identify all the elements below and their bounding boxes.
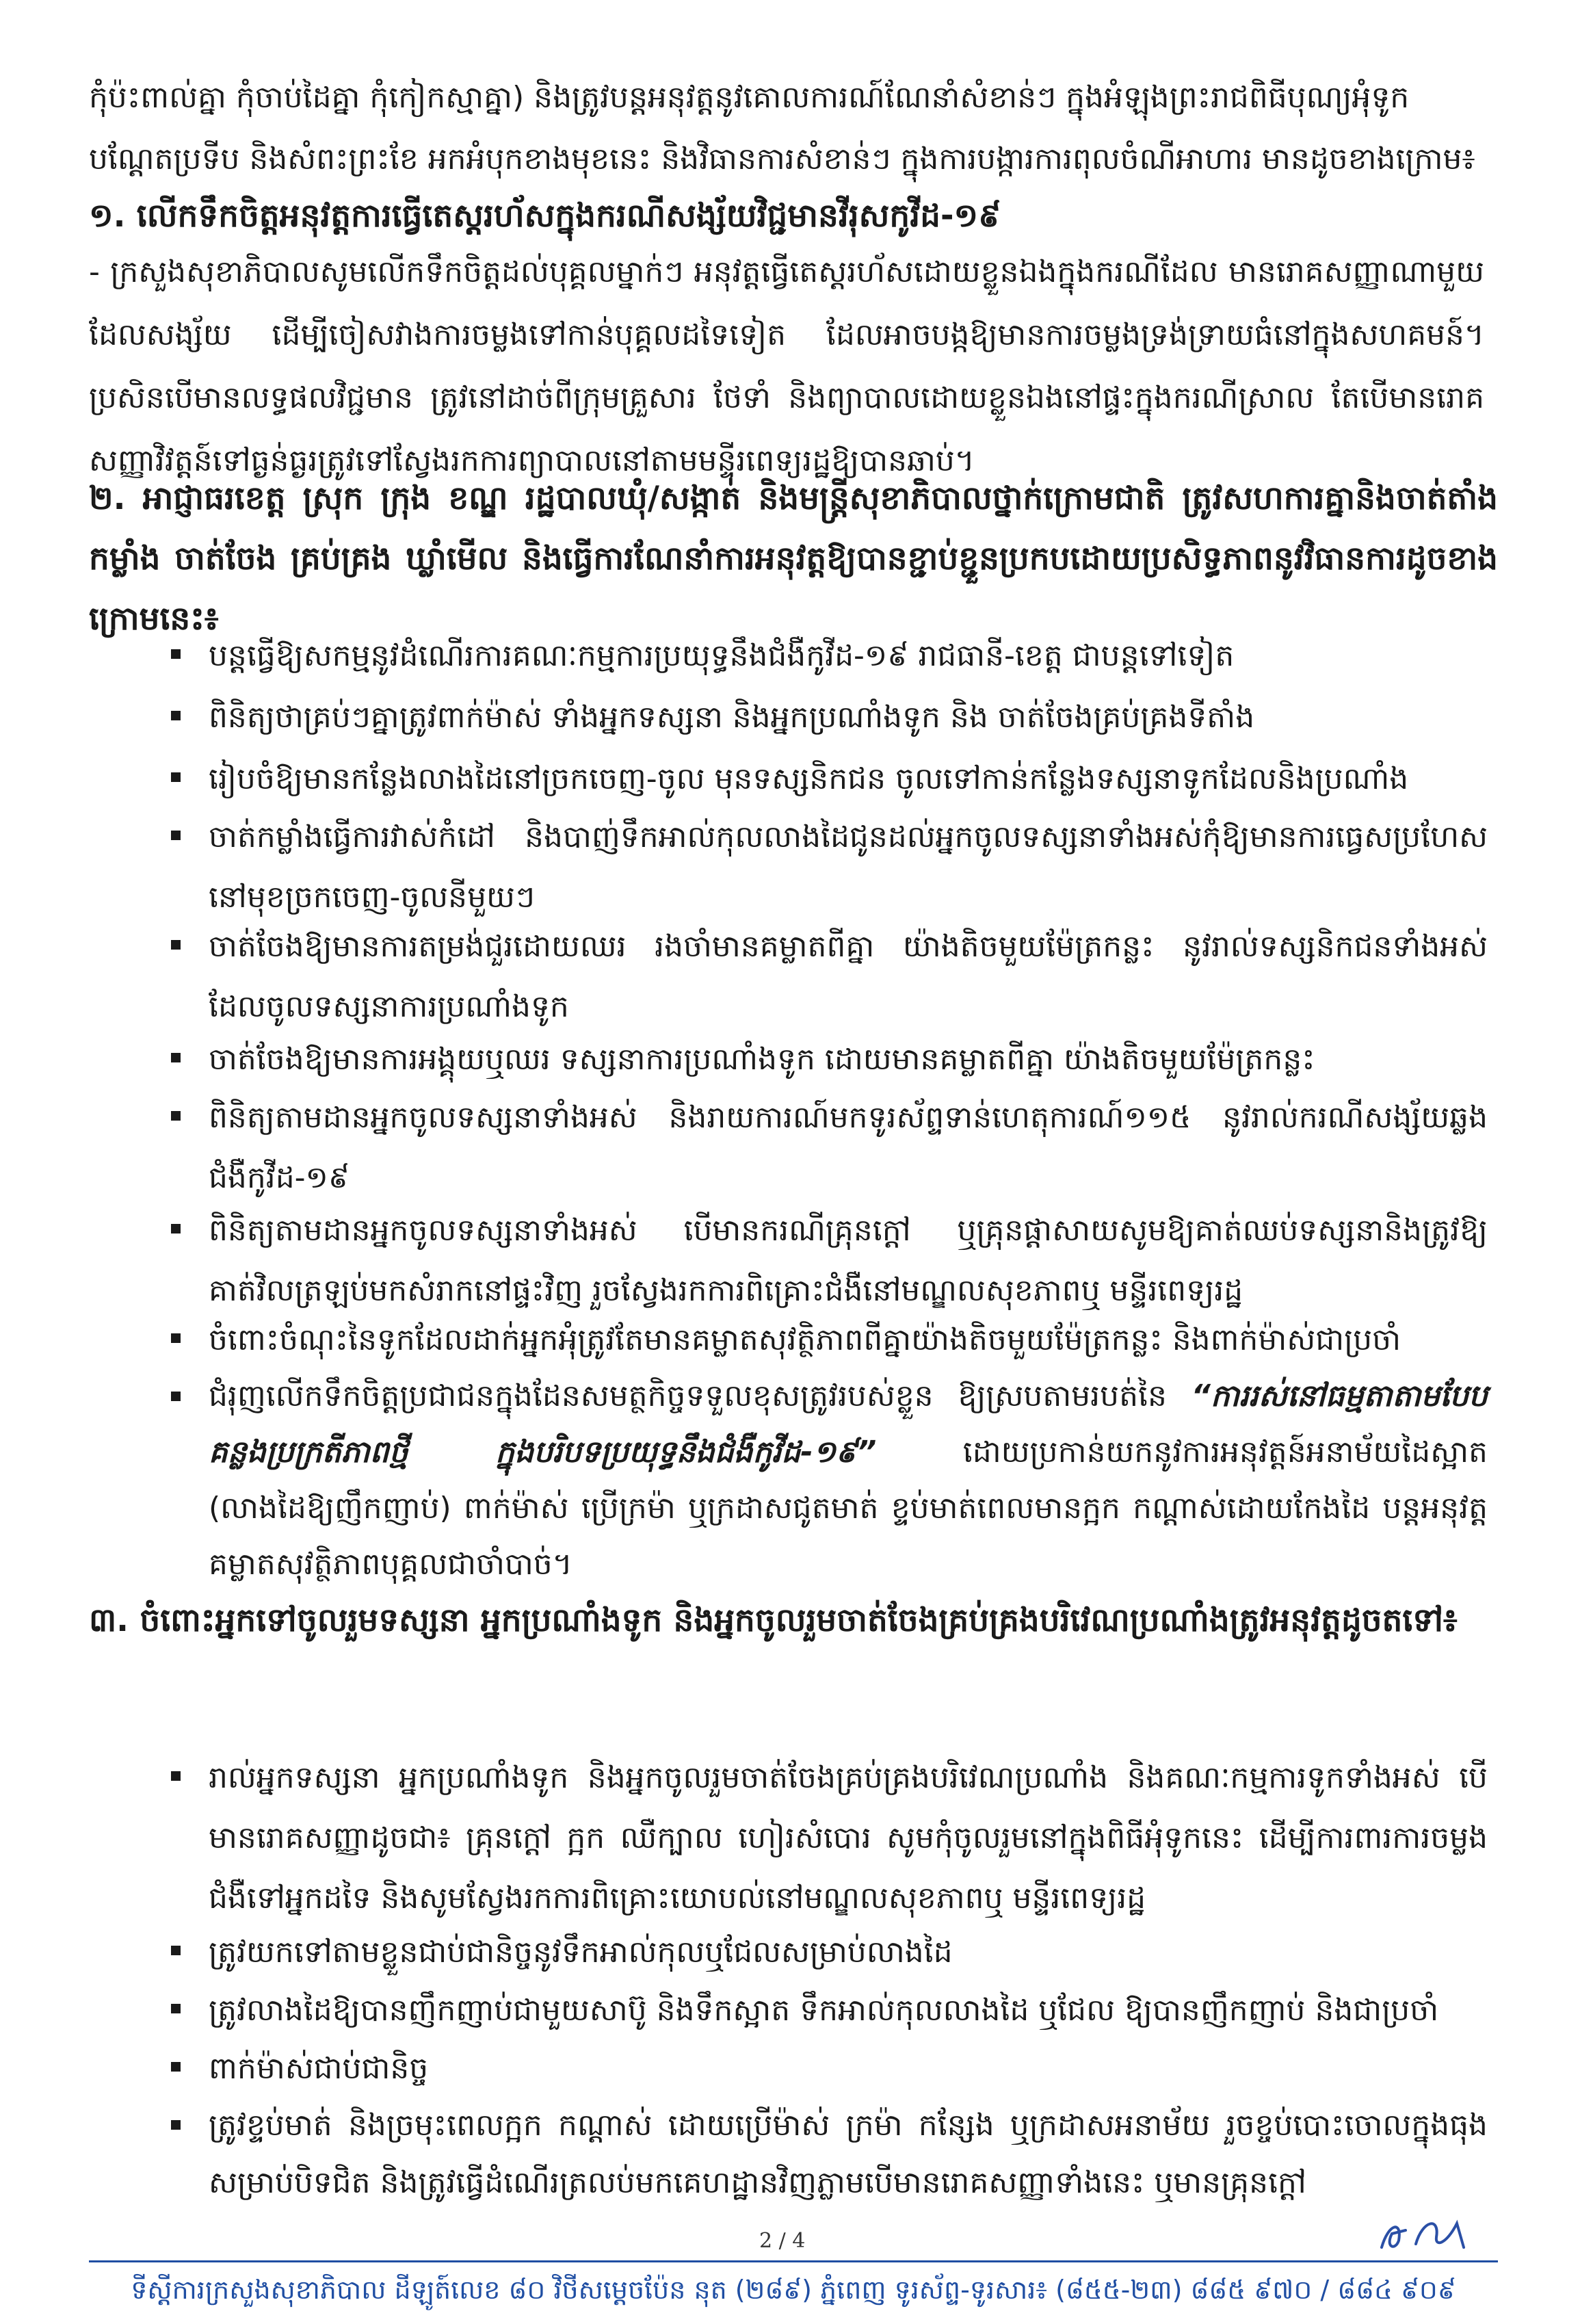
section-1-body: - ក្រសួងសុខាភិបាលសូមលើកទឹកចិត្តដល់បុគ្គលម្នាក់ៗ អនុវត្តធ្វើតេស្តរហ័សដោយខ្លួនឯងក្នុងករណីដែល មានរោគសញ្ញាណាមួយដែលសង្ស័យ ដើម្បីចៀសវាងការចម្លងទៅកាន់បុគ្គលដទៃទៀត ដែលអាចបង្កឱ្យមានការចម្លងទ្រង់ទ្រាយធំនៅក្នុងសហគមន៍។ ប្រសិនបើមានលទ្ធផលវិជ្ជមាន ត្រូវនៅដាច់ពីក្រុមគ្រួសារ ថែទាំ និងព្យាបាលដោយខ្លួនឯងនៅផ្ទះក្នុងករណីស្រាល តែបើមានរោគសញ្ញាវិវត្តន៍ទៅធ្ងន់ធ្ងរត្រូវទៅស្វែងរកការព្យាបាលនៅតាមមន្ទីរពេទ្យរដ្ឋឱ្យបានឆាប់។ [89,254,1484,478]
bullet-text: ពិនិត្យតាមដានអ្នកចូលទស្សនាទាំងអស់ និងរាយការណ៍មកទូរស័ព្ទទាន់ហេតុការណ៍១១៥ នូវរាល់ករណីសង្ស័យឆ្លងជំងឺកូវីដ-១៩ [209,1100,1488,1195]
section-2-bullet [209,626,1488,686]
bullet-dot [171,2120,181,2130]
section-3-bullet [209,1748,1488,1929]
section-1-heading: ១. លើកទឹកចិត្តអនុវត្តការធ្វើតេស្តរហ័សក្នុងករណីសង្ស័យវិជ្ជមានវីរុសកូវីដ-១៩ [89,197,1001,235]
emphasis-quote: “ការរស់នៅធម្មតាតាមបែបគន្លងប្រក្រតីភាពថ្មី ក្នុងបរិបទប្រយុទ្ធនឹងជំងឺកូវីដ-១៩” [209,1379,1488,1470]
bullet-text: ចាត់ចែងឱ្យមានការតម្រង់ជួរដោយឈរ រងចាំមានគម្លាតពីគ្នា យ៉ាងតិចមួយម៉ែត្រកន្លះ នូវរាល់ទស្សនិកជនទាំងអស់ដែលចូលទស្សនាការប្រណាំងទូក [209,929,1488,1024]
section-3-bullet [209,2097,1488,2212]
section-2-bullet [209,807,1488,928]
footer-address: ទីស្តីការក្រសួងសុខាភិបាល ដីឡូត៍លេខ ៨០ វិថីសម្តេចប៉ែន នុត (២៨៩) ភ្នំពេញ ទូរស័ព្ទ-ទូរសារ៖ (៨៥៥-២៣) ៨៨៥ ៩៧០ / ៨៨៤ ៩០៩ [131,2275,1456,2305]
handwritten-initials [1375,2210,1477,2258]
bullet-text: ចំពោះចំណុះនៃទូកដែលដាក់អ្នកអុំត្រូវតែមានគម្លាតសុវត្ថិភាពពីគ្នាយ៉ាងតិចមួយម៉ែត្រកន្លះ និងពាក់ម៉ាស់ជាប្រចាំ [209,1322,1401,1357]
bullet-dot [171,1946,181,1955]
section-2-bullet-emphasis [209,1368,1488,1593]
bullet-text: ពិនិត្យតាមដានអ្នកចូលទស្សនាទាំងអស់ បើមានករណីគ្រុនក្តៅ ឬគ្រុនផ្តាសាយសូមឱ្យគាត់ឈប់ទស្សនានិងត្រូវឱ្យគាត់វិលត្រឡប់មកសំរាកនៅផ្ទះវិញ រួចស្វែងរកការពិគ្រោះជំងឺនៅមណ្ឌលសុខភាពឬ មន្ទីរពេទ្យរដ្ឋ [209,1213,1488,1308]
bullet-dot [171,772,181,782]
section-2-bullet [209,688,1488,748]
section-2-bullet [209,1310,1488,1370]
section-3-heading: ៣. ចំពោះអ្នកទៅចូលរួមទស្សនា អ្នកប្រណាំងទូក និងអ្នកចូលរួមចាត់ចែងគ្រប់គ្រងបរិវេណប្រណាំងត្រូវអនុវត្តដូចតទៅ៖ [89,1602,1458,1639]
bullet-text: បន្តធ្វើឱ្យសកម្មនូវដំណើរការគណៈកម្មការប្រយុទ្ធនឹងជំងឺកូវីដ-១៩ រាជធានី-ខេត្ត ជាបន្តទៅទៀត [209,638,1235,673]
section-3-bullet [209,1981,1488,2041]
bullet-dot [171,1771,181,1781]
bullet-text: ជំរុញលើកទឹកចិត្តប្រជាជនក្នុងដែនសមត្ថកិច្ចទទួលខុសត្រូវរបស់ខ្លួន ឱ្យស្របតាមរបត់នៃ [209,1379,1192,1413]
bullet-dot [171,1053,181,1062]
bullet-dot [171,2004,181,2013]
intro-line-2: បណ្តែតប្រទីប និងសំពះព្រះខែ អកអំបុកខាងមុខនេះ និងវិធានការសំខាន់ៗ ក្នុងការបង្ការការពុលចំណីអាហារ មានដូចខាងក្រោម៖ [89,142,1475,177]
bullet-dot [171,1224,181,1233]
section-2-heading: ២. អាជ្ញាធរខេត្ត ស្រុក ក្រុង ខណ្ឌ រដ្ឋបាលឃុំ/សង្កាត់ និងមន្រ្តីសុខាភិបាលថ្នាក់ក្រោមជាតិ ត្រូវសហការគ្នានិងចាត់តាំងកម្លាំង ចាត់ចែង គ្រប់គ្រង ឃ្លាំមើល និងធ្វើការណែនាំការអនុវត្តឱ្យបានខ្ជាប់ខ្ជួនប្រកបដោយប្រសិទ្ធភាពនូវវិធានការដូចខាងក្រោមនេះ៖ [89,480,1498,638]
bullet-dot [171,1111,181,1121]
bullet-text: ដោយប្រកាន់យកនូវការអនុវត្តន៍អនាម័យដៃស្អាត (លាងដៃឱ្យញឹកញាប់) ពាក់ម៉ាស់ ប្រើក្រម៉ា ឬក្រដាសជូតមាត់ ខ្ទប់មាត់ពេលមានក្អក កណ្តាស់ដោយកែងដៃ បន្តអនុវត្តគម្លាតសុវត្ថិភាពបុគ្គលជាចាំបាច់។ [209,1435,1488,1582]
section-2-bullet [209,1030,1488,1090]
section-3-bullet [209,1922,1488,1983]
bullet-text: ពាក់ម៉ាស់ជាប់ជានិច្ច [209,2051,429,2086]
bullet-text: ចាត់កម្លាំងធ្វើការវាស់កំដៅ និងបាញ់ទឹកអាល់កុលលាងដៃជូនដល់អ្នកចូលទស្សនាទាំងអស់កុំឱ្យមានការធ្វេសប្រហែសនៅមុខច្រកចេញ-ចូលនីមួយៗ [209,820,1488,915]
bullet-text: រៀបចំឱ្យមានកន្លែងលាងដៃនៅច្រកចេញ-ចូល មុនទស្សនិកជន ចូលទៅកាន់កន្លែងទស្សនាទូកដែលនិងប្រណាំង [209,761,1409,796]
bullet-dot [171,831,181,840]
intro-line-1: កុំប៉ះពាល់គ្នា កុំចាប់ដៃគ្នា កុំកៀកស្មាគ្នា) និងត្រូវបន្តអនុវត្តនូវគោលការណ៍ណែនាំសំខាន់ៗ ក្នុងអំឡុងព្រះរាជពិធីបុណ្យអុំទូក [89,80,1410,115]
bullet-text: ត្រូវយកទៅតាមខ្លួនជាប់ជានិច្ចនូវទឹកអាល់កុលឬជែលសម្រាប់លាងដៃ [209,1935,953,1970]
section-3-bullet [209,2039,1488,2099]
bullet-dot [171,1333,181,1343]
bullet-text: រាល់អ្នកទស្សនា អ្នកប្រណាំងទូក និងអ្នកចូលរួមចាត់ចែងគ្រប់គ្រងបរិវេណប្រណាំង និងគណៈកម្មការទូកទាំងអស់ បើមានរោគសញ្ញាដូចជា៖ គ្រុនក្តៅ ក្អក ឈឺក្បាល ហៀរសំបោរ សូមកុំចូលរួមនៅក្នុងពិធីអុំទូកនេះ ដើម្បីការពារការចម្លងជំងឺទៅអ្នកដទៃ និងសូមស្វែងរកការពិគ្រោះយោបល់នៅមណ្ឌលសុខភាពឬ មន្ទីរពេទ្យរដ្ឋ [209,1760,1488,1916]
bullet-dot [171,2062,181,2072]
section-2-bullet [209,749,1488,809]
section-2-bullet [209,1088,1488,1208]
section-2-bullet [209,1201,1488,1321]
page-number: 2 / 4 [759,2229,806,2253]
bullet-text: ពិនិត្យថាគ្រប់ៗគ្នាត្រូវពាក់ម៉ាស់ ទាំងអ្នកទស្សនា និងអ្នកប្រណាំងទូក និង ចាត់ចែងគ្រប់គ្រងទីតាំង [209,700,1255,735]
bullet-dot [171,649,181,659]
bullet-text: ត្រូវលាងដៃឱ្យបានញឹកញាប់ជាមួយសាប៊ូ និងទឹកស្អាត ទឹកអាល់កុលលាងដៃ ឬជែល ឱ្យបានញឹកញាប់ និងជាប្រចាំ [209,1993,1439,2028]
bullet-dot [171,711,181,720]
bullet-text: ត្រូវខ្ទប់មាត់ និងច្រមុះពេលក្អក កណ្តាស់ ដោយប្រើម៉ាស់ ក្រម៉ា កន្សែង ឬក្រដាសអនាម័យ រួចខ្ចប់បោះចោលក្នុងធុងសម្រាប់បិទជិត និងត្រូវធ្វើដំណើរត្រលប់មកគេហដ្ឋានវិញភ្លាមបើមានរោគសញ្ញាទាំងនេះ ឬមានគ្រុនក្តៅ [209,2108,1488,2200]
bullet-text: ចាត់ចែងឱ្យមានការអង្គុយឬឈរ ទស្សនាការប្រណាំងទូក ដោយមានគម្លាតពីគ្នា យ៉ាងតិចមួយម៉ែត្រកន្លះ [209,1042,1315,1077]
footer-divider [89,2260,1498,2262]
bullet-dot [171,940,181,950]
section-2-bullet [209,917,1488,1037]
bullet-dot [171,1392,181,1401]
